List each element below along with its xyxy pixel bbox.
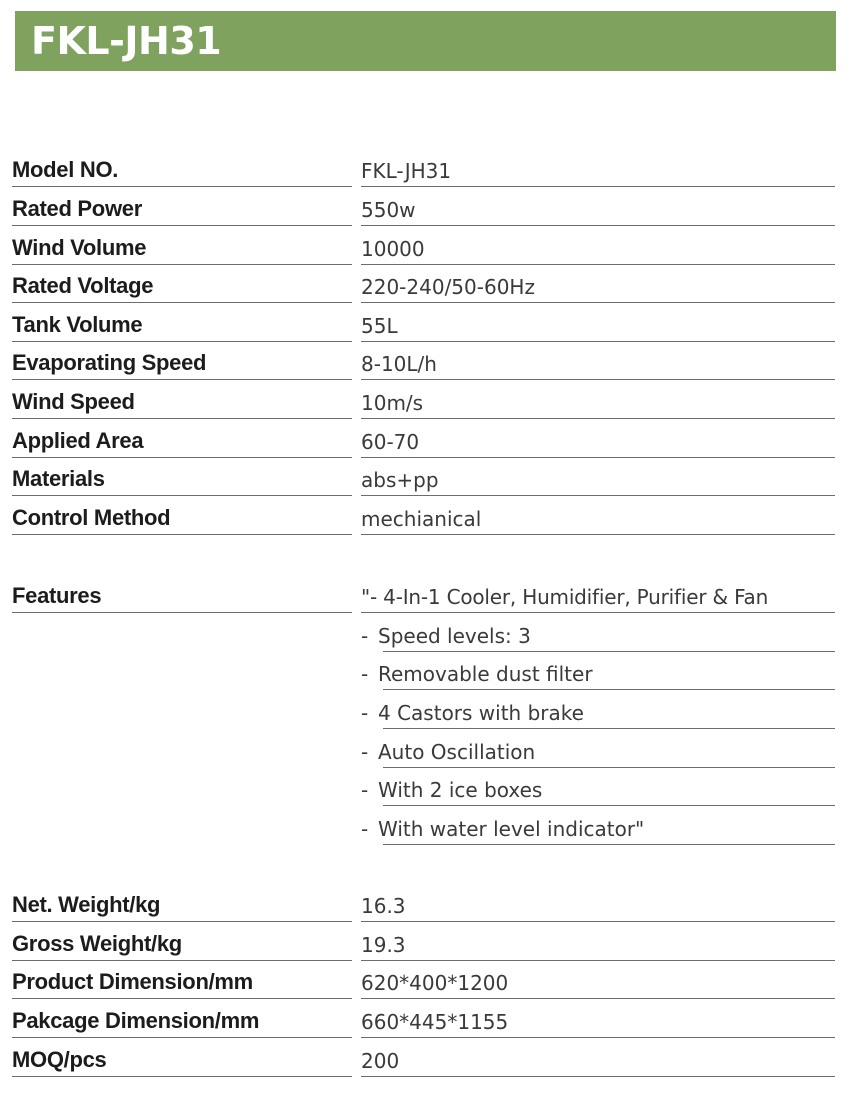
spec-value: 8-10L/h: [361, 352, 437, 376]
feature-item: [0, 613, 850, 652]
spec-value: 660*445*1155: [361, 1010, 509, 1034]
title-banner: [15, 11, 836, 71]
spec-row-product-dimension: [0, 960, 850, 999]
spec-label: Pakcage Dimension/mm: [12, 1008, 260, 1033]
spec-label: Net. Weight/kg: [12, 892, 161, 917]
spec-label: Tank Volume: [12, 312, 143, 337]
features-label: Features: [12, 583, 102, 608]
feature-bullet: -: [361, 624, 369, 648]
feature-bullet: -: [361, 701, 369, 725]
row-divider: [12, 534, 352, 535]
spec-row-control-method: [0, 496, 850, 535]
row-divider: [12, 1076, 352, 1077]
spec-value: 200: [361, 1049, 400, 1073]
spec-value: 60-70: [361, 430, 420, 454]
spec-label: Evaporating Speed: [12, 350, 207, 375]
spec-row-wind-volume: [0, 226, 850, 265]
spec-row-rated-power: [0, 187, 850, 226]
spec-value: 550w: [361, 198, 416, 222]
spec-value: abs+pp: [361, 468, 439, 492]
spec-value: 620*400*1200: [361, 971, 509, 995]
feature-item: [0, 690, 850, 729]
feature-text: Removable dust filter: [378, 662, 593, 686]
feature-bullet: -: [361, 740, 369, 764]
spec-row-gross-weight: [0, 922, 850, 961]
feature-bullet: -: [361, 817, 369, 841]
feature-item: [0, 651, 850, 690]
spec-value: 19.3: [361, 933, 406, 957]
spec-value: 220-240/50-60Hz: [361, 275, 535, 299]
feature-text: With 2 ice boxes: [378, 778, 543, 802]
feature-text: With water level indicator": [378, 817, 645, 841]
spec-label: Rated Voltage: [12, 273, 154, 298]
spec-label: MOQ/pcs: [12, 1047, 107, 1072]
spec-row-rated-voltage: [0, 264, 850, 303]
spec-label: Applied Area: [12, 428, 144, 453]
spec-row-net-weight: [0, 883, 850, 922]
spec-row-applied-area: [0, 419, 850, 458]
spec-value: 10000: [361, 237, 425, 261]
spec-value: 16.3: [361, 894, 406, 918]
spec-row-package-dimension: [0, 999, 850, 1038]
feature-item: [0, 806, 850, 845]
spec-label: Model NO.: [12, 157, 119, 182]
spec-row-moq: [0, 1038, 850, 1077]
feature-bullet: -: [361, 778, 369, 802]
spec-label: Control Method: [12, 505, 171, 530]
spec-label: Product Dimension/mm: [12, 969, 253, 994]
feature-first-item: "- 4-In-1 Cooler, Humidifier, Purifier & Fan: [361, 585, 769, 609]
row-divider: [383, 844, 835, 845]
spec-value: FKL-JH31: [361, 159, 452, 183]
page-title: FKL-JH31: [31, 19, 222, 63]
row-divider: [361, 534, 835, 535]
feature-text: Speed levels: 3: [378, 624, 531, 648]
spec-label: Wind Speed: [12, 389, 135, 414]
spec-row-wind-speed: [0, 380, 850, 419]
spec-row-materials: [0, 457, 850, 496]
spec-label: Materials: [12, 466, 105, 491]
feature-text: Auto Oscillation: [378, 740, 536, 764]
spec-value: mechianical: [361, 507, 482, 531]
feature-item: [0, 729, 850, 768]
spec-label: Wind Volume: [12, 235, 147, 260]
spec-value: 10m/s: [361, 391, 424, 415]
feature-bullet: -: [361, 662, 369, 686]
row-divider: [361, 1076, 835, 1077]
spec-label: Gross Weight/kg: [12, 931, 182, 956]
spec-value: 55L: [361, 314, 398, 338]
feature-text: 4 Castors with brake: [378, 701, 584, 725]
features-row: [0, 574, 850, 613]
feature-item: [0, 767, 850, 806]
spec-row-model: [0, 148, 850, 187]
spec-label: Rated Power: [12, 196, 142, 221]
spec-row-evaporating-speed: [0, 341, 850, 380]
spec-row-tank-volume: [0, 303, 850, 342]
